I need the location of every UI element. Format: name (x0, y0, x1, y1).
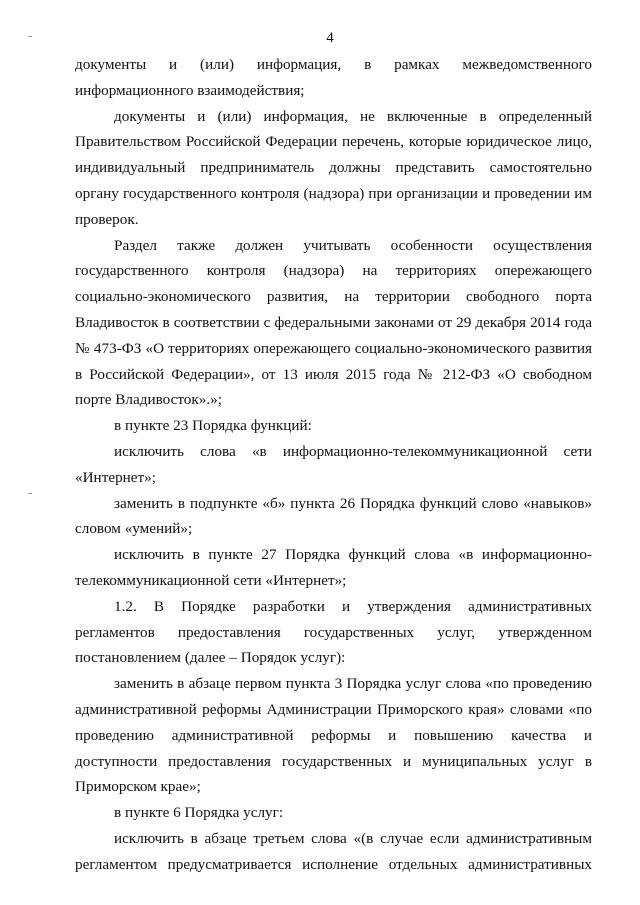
paragraph-6: заменить в подпункте «б» пункта 26 Порядка функций слово «навыков» словом «умений»; (75, 494, 592, 538)
paragraph-3: Раздел также должен учитывать особенности осуществления государственного контроля (надзора) на территориях опережающего социально-экономического развития, на территории свободного порта Владивосток в соответствии с федеральными законами от 29 декабря 2014 года № 473-ФЗ «О территориях опережающего социально-экономического развития в Российской Федерации», от 13 июля 2015 года № 212-ФЗ «О свободном порте Владивосток».»; (75, 236, 592, 409)
paragraph-2: документы и (или) информация, не включенные в определенный Правительством Российской Федерации перечень, которые юридическое лицо, индивидуальный предприниматель должны представить самостоятельно органу государственного контроля (надзора) при организации и проведении им проверок. (75, 107, 592, 228)
paragraph-4: в пункте 23 Порядка функций: (114, 417, 312, 435)
paragraph-11: исключить в абзаце третьем слова «(в случае если административным регламентом предусматривается исполнение отдельных административных (75, 829, 592, 873)
page-number: 4 (326, 30, 334, 46)
paragraph-1: документы и (или) информация, в рамках межведомственного информационного взаимодействия; (75, 56, 592, 99)
paragraph-5: исключить слова «в информационно-телекоммуникационной сети «Интернет»; (75, 442, 592, 486)
paragraph-8: 1.2. В Порядке разработки и утверждения административных регламентов предоставления государственных услуг, утвержденном постановлением (далее – Порядок услуг): (75, 597, 592, 667)
document-body (75, 52, 592, 878)
margin-mark-top (28, 36, 32, 37)
paragraph-7: исключить в пункте 27 Порядка функций слова «в информационно-телекоммуникационной сети «Интернет»; (75, 546, 592, 589)
margin-mark-middle (28, 493, 32, 494)
paragraph-10: в пункте 6 Порядка услуг: (114, 804, 284, 822)
paragraph-9: заменить в абзаце первом пункта 3 Порядка услуг слова «по проведению административной реформы Администрации Приморского края» словами «по проведению административной реформы и повышению качества и доступности предоставления государственных и муниципальных услуг в Приморском крае»; (75, 675, 592, 796)
